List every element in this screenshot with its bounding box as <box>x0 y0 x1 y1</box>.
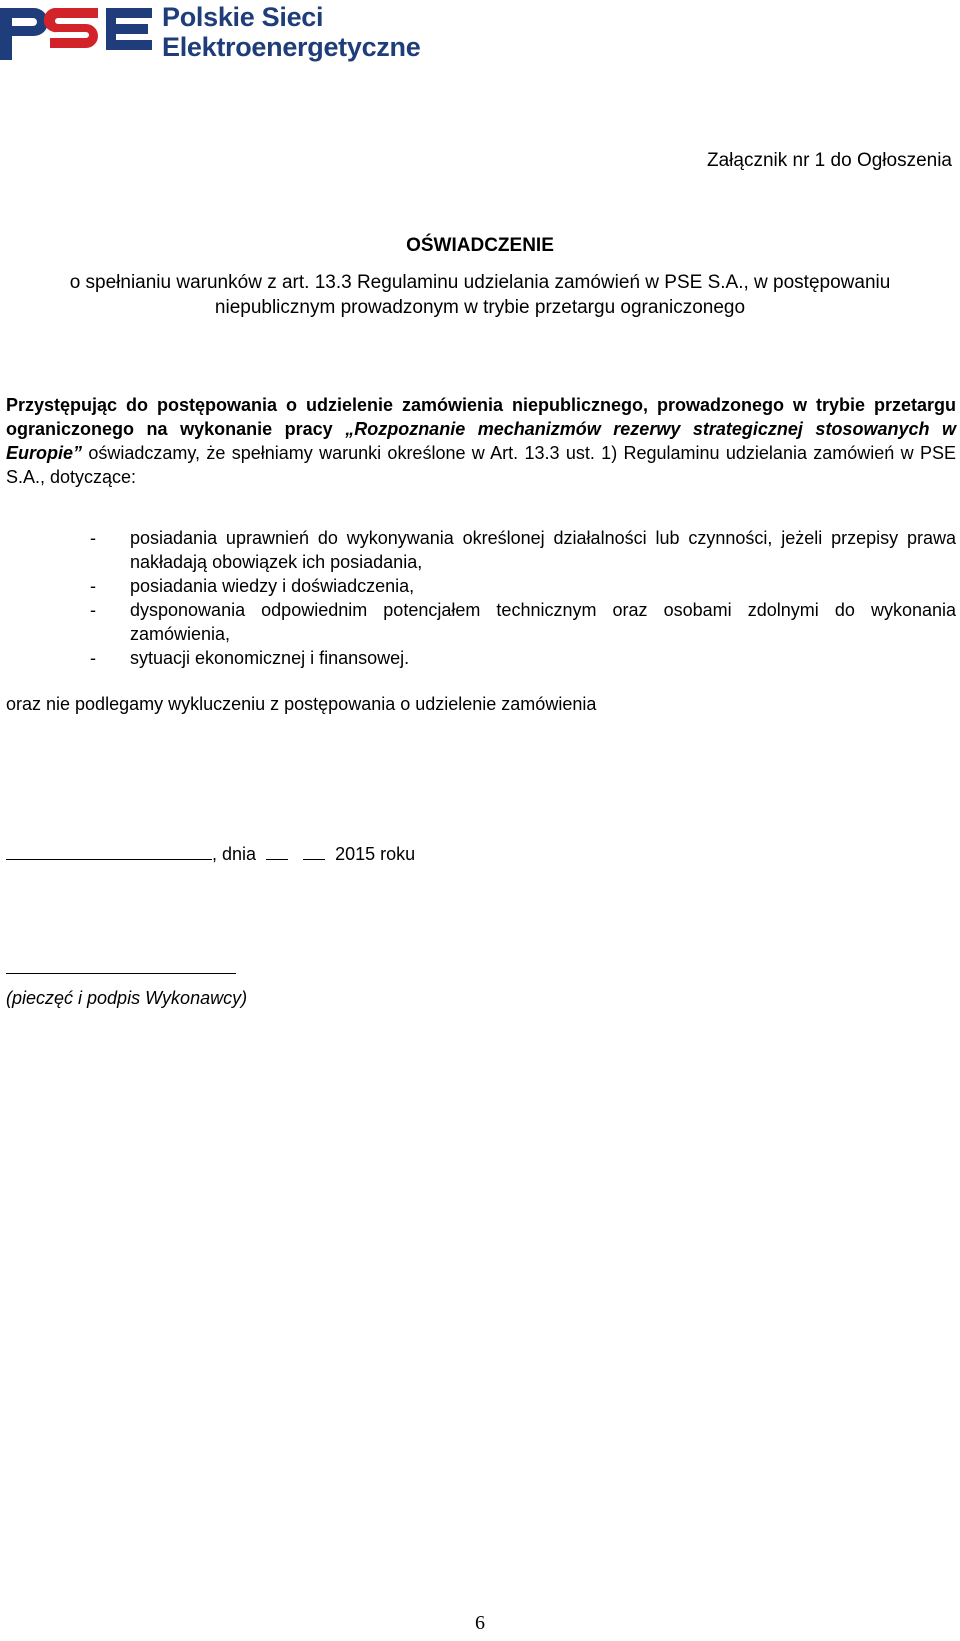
date-line <box>6 843 415 865</box>
logo-line-2: Elektroenergetyczne <box>162 32 421 62</box>
list-item-text: posiadania wiedzy i doświadczenia, <box>130 576 415 596</box>
subtitle-line-2: niepublicznym prowadzonym w trybie przetargu ograniczonego <box>214 297 746 318</box>
signature-label: (pieczęć i podpis Wykonawcy) <box>6 988 248 1008</box>
list-dash: - <box>90 600 96 620</box>
list-dash: - <box>90 576 96 596</box>
signature-line[interactable] <box>6 973 236 974</box>
place-blank[interactable] <box>6 843 212 860</box>
conditions-list <box>90 526 956 670</box>
work-title: „Rozpoznanie mechanizmów rezerwy strategicznej stosowanych w Europie” <box>6 419 956 463</box>
list-item <box>90 526 956 574</box>
month-blank[interactable] <box>303 843 325 860</box>
list-item-text: dysponowania odpowiednim potencjałem technicznym oraz osobami zdolnymi do wykonania zamówienia, <box>130 600 956 644</box>
date-dnia: , dnia <box>212 844 257 864</box>
pse-logo-mark <box>0 2 152 62</box>
list-item <box>90 574 956 598</box>
list-item <box>90 646 956 670</box>
list-item-text: sytuacji ekonomicznej i finansowej. <box>130 648 410 668</box>
logo-wordmark <box>162 2 420 62</box>
list-item <box>90 598 956 646</box>
day-blank[interactable] <box>266 843 288 860</box>
closing-statement: oraz nie podlegamy wykluczeniu z postępowania o udzielenie zamówienia <box>6 694 597 714</box>
document-subtitle <box>0 270 960 320</box>
subtitle-line-1: o spełnianiu warunków z art. 13.3 Regulaminu udzielania zamówień w PSE S.A., w postępowaniu <box>69 272 891 293</box>
declaration-statement: oświadczamy, że spełniamy warunki określone w Art. 13.3 ust. 1) Regulaminu udzielania zamówień w PSE S.A., dotyczące: <box>6 443 956 487</box>
declaration-paragraph <box>6 393 956 489</box>
annex-label: Załącznik nr 1 do Ogłoszenia <box>706 150 952 171</box>
list-dash: - <box>90 648 96 668</box>
logo-line-1: Polskie Sieci <box>162 2 324 32</box>
list-item-text: posiadania uprawnień do wykonywania określonej działalności lub czynności, jeżeli przepisy prawa nakładają obowiązek ich posiadania, <box>130 528 956 572</box>
pse-logo <box>0 0 470 70</box>
page-number: 6 <box>475 1612 485 1634</box>
date-year: 2015 roku <box>335 844 416 864</box>
declaration-intro: Przystępując do postępowania o udzielenie zamówienia niepublicznego, prowadzonego w trybie przetargu ograniczonego na wykonanie pracy <box>6 395 956 439</box>
document-title: OŚWIADCZENIE <box>406 235 554 256</box>
list-dash: - <box>90 528 96 548</box>
